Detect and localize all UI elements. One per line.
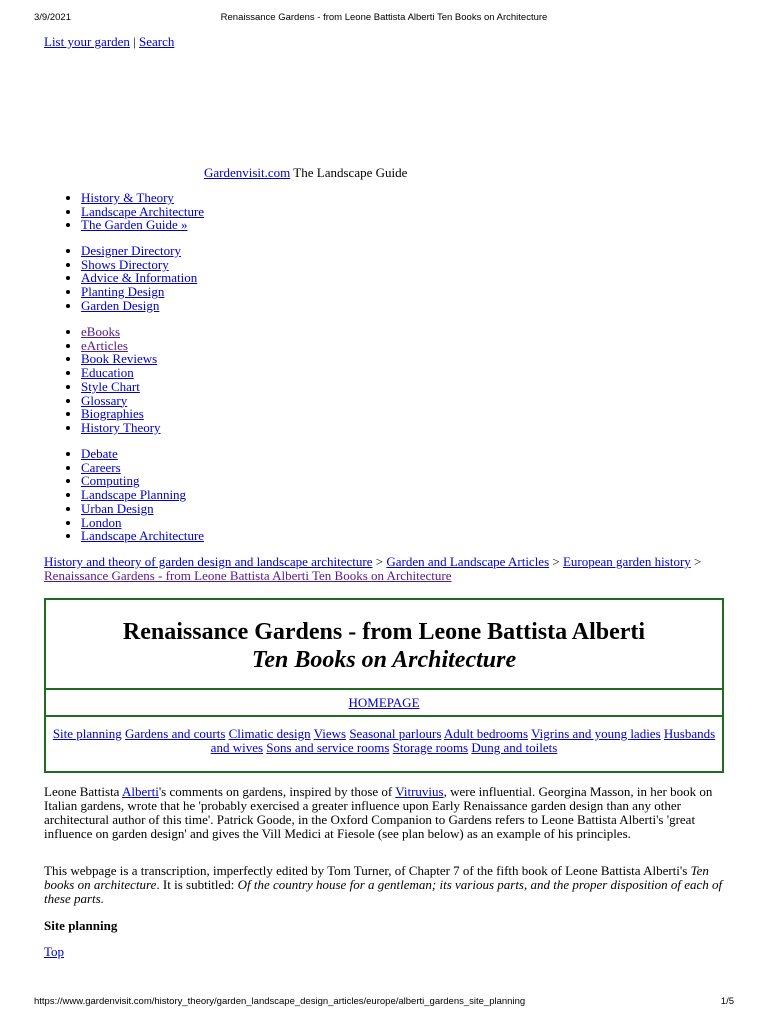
- menu-link-glossary[interactable]: Glossary: [81, 392, 128, 408]
- menu-item: [81, 366, 161, 380]
- menu-link-landscape-architecture[interactable]: Landscape Architecture: [81, 203, 205, 219]
- menu-link-ebooks[interactable]: eBooks: [81, 324, 120, 339]
- breadcrumb-history-theory[interactable]: History and theory of garden design and landscape architecture: [44, 554, 373, 569]
- top-link[interactable]: Top: [44, 944, 65, 959]
- section-link-storage-rooms[interactable]: Storage rooms: [392, 740, 469, 755]
- menu-group-4: [62, 447, 204, 543]
- text-run: Leone Battista: [44, 784, 122, 799]
- menu-item: [81, 529, 204, 543]
- menu-item: [81, 218, 204, 232]
- menu-item: [81, 407, 161, 421]
- menu-link-education[interactable]: Education: [81, 365, 134, 381]
- menu-item: [81, 258, 197, 272]
- site-brand: [204, 165, 407, 181]
- text-run: This webpage is a transcription, imperfectly edited by Tom Turner, of Chapter 7 of the fifth book of Leone Battista Alberti's: [44, 863, 691, 878]
- menu-link-earticles[interactable]: eArticles: [81, 337, 128, 353]
- menu-link-landscape-planning[interactable]: Landscape Planning: [81, 487, 187, 503]
- print-page-title: Renaissance Gardens - from Leone Battista Alberti Ten Books on Architecture: [220, 12, 548, 23]
- homepage-link[interactable]: HOMEPAGE: [348, 695, 420, 710]
- vitruvius-link[interactable]: Vitruvius: [395, 784, 444, 799]
- print-page-number: 1/5: [720, 996, 734, 1007]
- menu-item: [81, 421, 161, 435]
- menu-item: [81, 474, 204, 488]
- title-header: [46, 600, 722, 690]
- section-link-seasonal-parlours[interactable]: Seasonal parlours: [349, 726, 442, 741]
- menu-link-history-theory[interactable]: History & Theory: [81, 190, 174, 205]
- menu-link-london[interactable]: London: [81, 514, 122, 530]
- menu-item: [81, 461, 204, 475]
- text-run: . It is subtitled:: [156, 877, 238, 892]
- menu-item: [81, 191, 204, 205]
- intro-paragraph: [44, 785, 724, 841]
- breadcrumb-current-page[interactable]: Renaissance Gardens - from Leone Battista Alberti Ten Books on Architecture: [44, 568, 452, 583]
- menu-link-debate[interactable]: Debate: [81, 446, 118, 461]
- section-link-views[interactable]: Views: [313, 726, 347, 741]
- nav-separator: |: [133, 34, 136, 49]
- menu-link-landscape-architecture-2[interactable]: Landscape Architecture: [81, 528, 205, 544]
- section-link-adult-bedrooms[interactable]: Adult bedrooms: [443, 726, 529, 741]
- menu-item: [81, 271, 197, 285]
- transcription-paragraph: [44, 864, 724, 906]
- breadcrumb-separator: >: [690, 554, 702, 569]
- text-run: , were influential. Georgina Masson, in her book on Italian gardens, wrote that he 'probably exercised a greater influence upon Early Renaissance garden design than any other architectural author of this time'. Patrick Goode, in the Oxford Companion to Gardens refers to Leone Battista Alberti's 'great influence on garden design' and gives the Vill Medici at Fiesole (see plan below) as an example of his principles.: [44, 784, 713, 841]
- list-your-garden-link[interactable]: List your garden: [44, 34, 130, 49]
- menu-item: [81, 516, 204, 530]
- menu-link-biographies[interactable]: Biographies: [81, 406, 144, 422]
- menu-item: [81, 299, 197, 313]
- print-date: 3/9/2021: [34, 12, 71, 23]
- page-title: Renaissance Gardens - from Leone Battista Alberti: [122, 619, 646, 645]
- menu-link-computing[interactable]: Computing: [81, 473, 140, 489]
- menu-group-2: [62, 244, 197, 313]
- section-link-climatic-design[interactable]: Climatic design: [228, 726, 311, 741]
- print-url: https://www.gardenvisit.com/history_theory/garden_landscape_design_articles/europe/alberti_gardens_site_planning: [34, 996, 526, 1007]
- search-link[interactable]: Search: [139, 34, 175, 49]
- homepage-row: [46, 690, 722, 717]
- print-footer: [0, 996, 768, 1010]
- page-subtitle: Ten Books on Architecture: [251, 647, 517, 673]
- menu-group-1: [62, 191, 204, 232]
- section-link-vigrins-young-ladies[interactable]: Vigrins and young ladies: [531, 726, 661, 741]
- menu-link-style-chart[interactable]: Style Chart: [81, 378, 140, 394]
- menu-link-history-theory-2[interactable]: History Theory: [81, 419, 161, 435]
- menu-link-book-reviews[interactable]: Book Reviews: [81, 351, 158, 367]
- gardenvisit-home-link[interactable]: Gardenvisit.com: [204, 165, 291, 180]
- breadcrumb: [44, 555, 724, 583]
- menu-item: [81, 447, 204, 461]
- book-title: Ten books on architecture: [44, 863, 709, 892]
- menu-link-designer-directory[interactable]: Designer Directory: [81, 243, 181, 258]
- section-link-husbands-wives[interactable]: Husbands and wives: [210, 726, 716, 755]
- menu-item: [81, 325, 161, 339]
- article-title-box: [44, 598, 724, 773]
- menu-link-garden-guide[interactable]: The Garden Guide »: [81, 217, 188, 233]
- section-link-dung-toilets[interactable]: Dung and toilets: [471, 740, 558, 755]
- breadcrumb-separator: >: [549, 554, 563, 569]
- site-tagline: The Landscape Guide: [290, 165, 408, 180]
- site-planning-heading: Site planning: [44, 918, 118, 933]
- text-run: 's comments on gardens, inspired by those of: [158, 784, 396, 799]
- menu-item: [81, 380, 161, 394]
- section-link-site-planning[interactable]: Site planning: [52, 726, 122, 741]
- top-nav: [44, 34, 174, 50]
- menu-link-urban-design[interactable]: Urban Design: [81, 500, 154, 516]
- menu-link-shows-directory[interactable]: Shows Directory: [81, 256, 169, 272]
- menu-item: [81, 285, 197, 299]
- menu-link-garden-design[interactable]: Garden Design: [81, 297, 160, 313]
- menu-item: [81, 339, 161, 353]
- breadcrumb-separator: >: [372, 554, 387, 569]
- menu-item: [81, 502, 204, 516]
- menu-link-careers[interactable]: Careers: [81, 459, 121, 475]
- top-link-wrap: [44, 944, 64, 960]
- chapter-subtitle: Of the country house for a gentleman; its various parts, and the proper disposition of each of these parts.: [44, 877, 723, 906]
- print-header: [0, 12, 768, 26]
- menu-link-planting-design[interactable]: Planting Design: [81, 284, 165, 300]
- alberti-link[interactable]: Alberti: [121, 784, 159, 799]
- menu-item: [81, 352, 161, 366]
- breadcrumb-european-history[interactable]: European garden history: [562, 554, 691, 569]
- breadcrumb-articles[interactable]: Garden and Landscape Articles: [386, 554, 550, 569]
- menu-item: [81, 205, 204, 219]
- menu-item: [81, 488, 204, 502]
- menu-item: [81, 244, 197, 258]
- menu-item: [81, 394, 161, 408]
- section-link-sons-service-rooms[interactable]: Sons and service rooms: [266, 740, 390, 755]
- section-link-gardens-courts[interactable]: Gardens and courts: [125, 726, 226, 741]
- section-links: [46, 717, 722, 755]
- menu-link-advice-information[interactable]: Advice & Information: [81, 270, 198, 286]
- menu-group-3: [62, 325, 161, 435]
